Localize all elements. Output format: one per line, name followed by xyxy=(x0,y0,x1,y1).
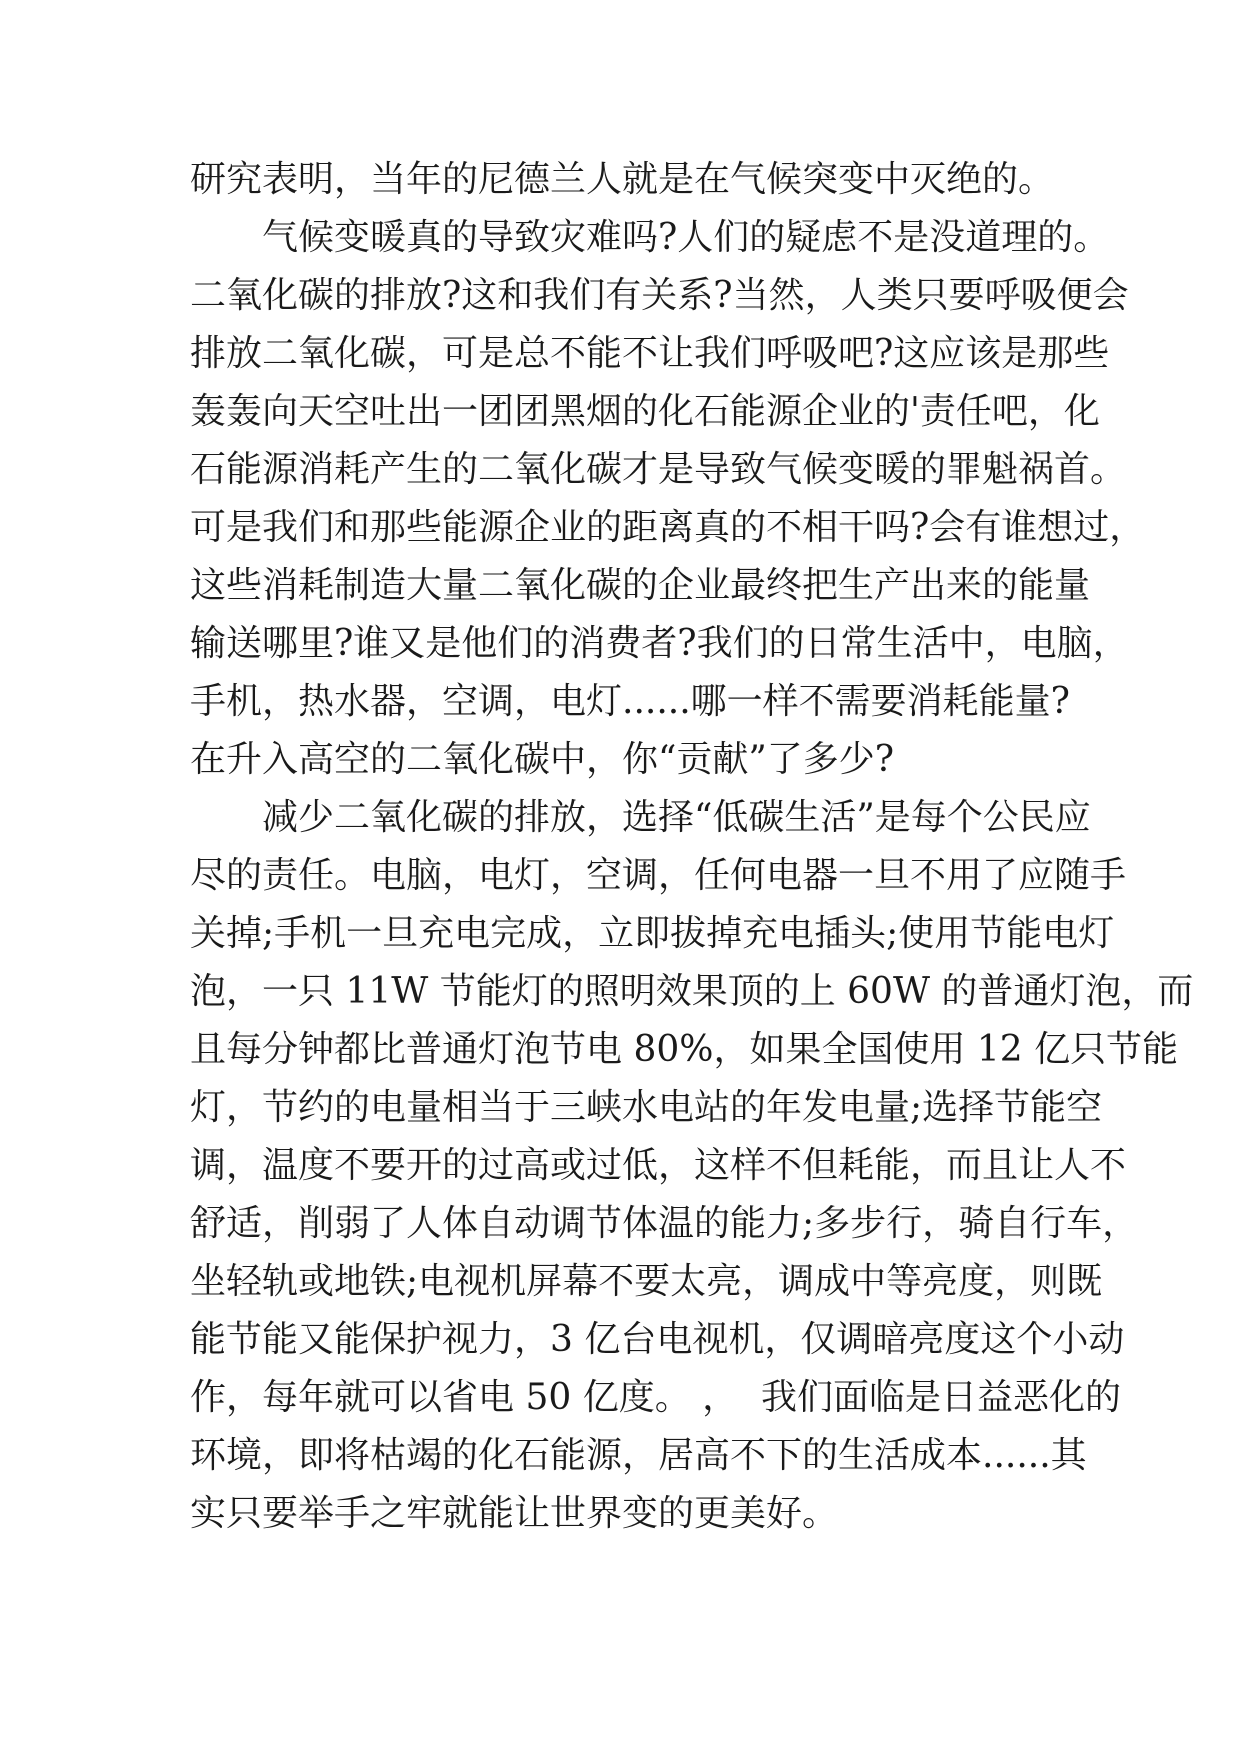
text-line: 石能源消耗产生的二氧化碳才是导致气候变暖的罪魁祸首。 xyxy=(190,449,1127,490)
paragraph-start-line: 气候变暖真的导致灾难吗?人们的疑虑不是没道理的。 xyxy=(262,217,1110,258)
text-line: 作，每年就可以省电 50 亿度。 ， 我们面临是日益恶化的 xyxy=(190,1377,1122,1418)
text-line: 实只要举手之牢就能让世界变的更美好。 xyxy=(190,1493,839,1534)
text-line: 泡，一只 11W 节能灯的照明效果顶的上 60W 的普通灯泡，而 xyxy=(190,971,1194,1012)
text-line: 尽的责任。电脑，电灯，空调，任何电器一旦不用了应随手 xyxy=(190,855,1127,896)
text-line: 且每分钟都比普通灯泡节电 80%，如果全国使用 12 亿只节能 xyxy=(190,1029,1179,1070)
text-line: 能节能又能保护视力，3 亿台电视机，仅调暗亮度这个小动 xyxy=(190,1319,1125,1360)
text-line: 可是我们和那些能源企业的距离真的不相干吗?会有谁想过， xyxy=(190,507,1146,548)
text-line: 二氧化碳的排放?这和我们有关系?当然，人类只要呼吸便会 xyxy=(190,275,1129,316)
text-line: 手机，热水器，空调，电灯......哪一样不需要消耗能量? xyxy=(190,681,1070,722)
text-line: 舒适，削弱了人体自动调节体温的能力;多步行，骑自行车， xyxy=(190,1203,1139,1244)
text-line: 关掉;手机一旦充电完成，立即拔掉充电插头;使用节能电灯 xyxy=(190,913,1115,954)
text-line: 排放二氧化碳，可是总不能不让我们呼吸吧?这应该是那些 xyxy=(190,333,1110,374)
paragraph-start-line: 减少二氧化碳的排放，选择“低碳生活”是每个公民应 xyxy=(262,797,1091,838)
text-line: 调，温度不要开的过高或过低，这样不但耗能，而且让人不 xyxy=(190,1145,1127,1186)
text-line: 这些消耗制造大量二氧化碳的企业最终把生产出来的能量 xyxy=(190,565,1091,606)
text-line: 输送哪里?谁又是他们的消费者?我们的日常生活中，电脑， xyxy=(190,623,1129,664)
text-line: 研究表明，当年的尼德兰人就是在气候突变中灭绝的。 xyxy=(190,159,1055,200)
text-line: 坐轻轨或地铁;电视机屏幕不要太亮，调成中等亮度，则既 xyxy=(190,1261,1103,1302)
text-line: 灯，节约的电量相当于三峡水电站的年发电量;选择节能空 xyxy=(190,1087,1103,1128)
text-line: 轰轰向天空吐出一团团黑烟的化石能源企业的'责任吧，化 xyxy=(190,391,1100,432)
text-line: 环境，即将枯竭的化石能源，居高不下的生活成本......其 xyxy=(190,1435,1087,1476)
text-line: 在升入高空的二氧化碳中，你“贡献”了多少? xyxy=(190,739,895,780)
